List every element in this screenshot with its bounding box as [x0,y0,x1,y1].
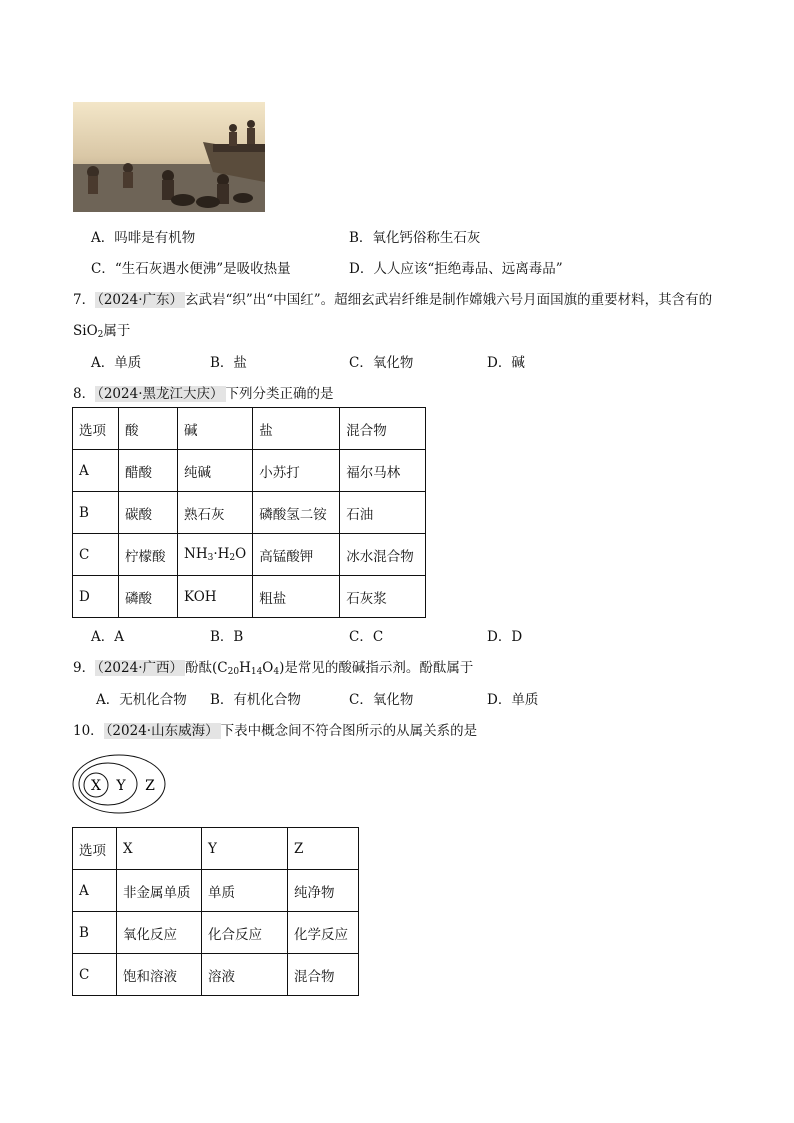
table-cell: 醋酸 [119,450,178,492]
ancient-lime-kiln-illustration [73,102,265,212]
table-cell: 熟石灰 [178,492,253,534]
diagram-label-z: Z [145,778,155,794]
table-row [73,492,426,534]
table-row [73,954,359,996]
question-number: 8． [73,386,96,402]
question-number: 10． [73,723,104,739]
header-cell: Y [202,828,288,870]
q6-option-b: B．氧化钙俗称生石灰 [349,230,481,246]
header-cell: 选项 [73,408,119,450]
table-cell: 饱和溶液 [117,954,202,996]
q8-option-c: C．C [349,629,384,645]
q7-option-d: D．碱 [487,355,525,371]
header-cell: 盐 [253,408,340,450]
q6-option-a: A．吗啡是有机物 [91,230,196,246]
table-cell: 柠檬酸 [119,534,178,576]
source-tag: （2024·黑龙江大庆） [97,386,224,402]
table-row [73,870,359,912]
table-cell: 碳酸 [119,492,178,534]
table-cell: B [73,492,119,534]
table-cell: 氧化反应 [117,912,202,954]
table-cell: A [73,450,119,492]
header-cell: 碱 [178,408,253,450]
table-cell: 石油 [340,492,426,534]
table-cell: 纯碱 [178,450,253,492]
table-cell: C [73,534,119,576]
q10-stem [73,719,477,739]
q8-classification-table [72,407,426,618]
q7-option-c: C．氧化物 [349,355,414,371]
table-cell: 单质 [202,870,288,912]
table-cell: A [73,870,117,912]
table-cell: KOH [178,576,253,618]
source-tag: （2024·广西） [97,660,183,676]
table-cell: 粗盐 [253,576,340,618]
table-cell: 纯净物 [288,870,359,912]
q7-stem [73,288,712,308]
table-cell: 高锰酸钾 [253,534,340,576]
q6-option-d: D．人人应该“拒绝毒品、远离毒品” [349,261,563,277]
q7-option-b: B．盐 [210,355,247,371]
table-cell: 溶液 [202,954,288,996]
table-cell: B [73,912,117,954]
nested-set-diagram [70,752,170,816]
q8-option-a: A．A [91,629,124,645]
q7-option-a: A．单质 [91,355,142,371]
table-cell: 小苏打 [253,450,340,492]
table-cell: C [73,954,117,996]
table-row [73,912,359,954]
q9-option-a: A．无机化合物 [96,692,187,708]
table-header-row [73,828,359,870]
header-cell: 酸 [119,408,178,450]
table-cell: D [73,576,119,618]
table-cell: $NH_3\cdot H_2O$ [178,534,253,576]
q8-option-b: B．B [210,629,244,645]
q9-option-c: C．氧化物 [349,692,414,708]
table-cell: 混合物 [288,954,359,996]
table-cell: 石灰浆 [340,576,426,618]
table-cell: 磷酸氢二铵 [253,492,340,534]
header-cell: Z [288,828,359,870]
question-number: 9． [73,660,96,676]
diagram-label-x: X [91,778,101,794]
question-text: 玄武岩“织”出“中国红”。超细玄武岩纤维是制作嫦娥六号月面国旗的重要材料，其含有的 [185,292,713,308]
table-cell: 冰水混合物 [340,534,426,576]
source-tag: （2024·广东） [97,292,183,308]
table-cell: 磷酸 [119,576,178,618]
table-cell: 非金属单质 [117,870,202,912]
table-header-row [73,408,426,450]
header-cell: 混合物 [340,408,426,450]
q6-option-c: C．“生石灰遇水便沸”是吸收热量 [91,261,291,277]
source-tag: （2024·山东威海） [105,723,219,739]
question-number: 7． [73,292,96,308]
header-cell: X [117,828,202,870]
q9-stem: 9． （2024·广西） 酚酞$(C_{20}H_{14}O_4)$是常见的酸碱指示剂。酚酞属于 [73,660,474,677]
q8-option-d: D．D [487,629,523,645]
table-row [73,450,426,492]
q8-stem [73,382,334,402]
q9-option-d: D．单质 [487,692,539,708]
q7-stem-line2: SiO$_2$属于 [73,323,131,340]
table-row [73,576,426,618]
table-cell: 化合反应 [202,912,288,954]
header-cell: 选项 [73,828,117,870]
q9-option-b: B．有机化合物 [210,692,301,708]
table-row [73,534,426,576]
diagram-label-y: Y [116,778,126,794]
q10-concept-table [72,827,359,996]
table-cell: 福尔马林 [340,450,426,492]
table-cell: 化学反应 [288,912,359,954]
question-text: 下表中概念间不符合图所示的从属关系的是 [220,723,478,739]
question-text: 下列分类正确的是 [225,386,334,402]
